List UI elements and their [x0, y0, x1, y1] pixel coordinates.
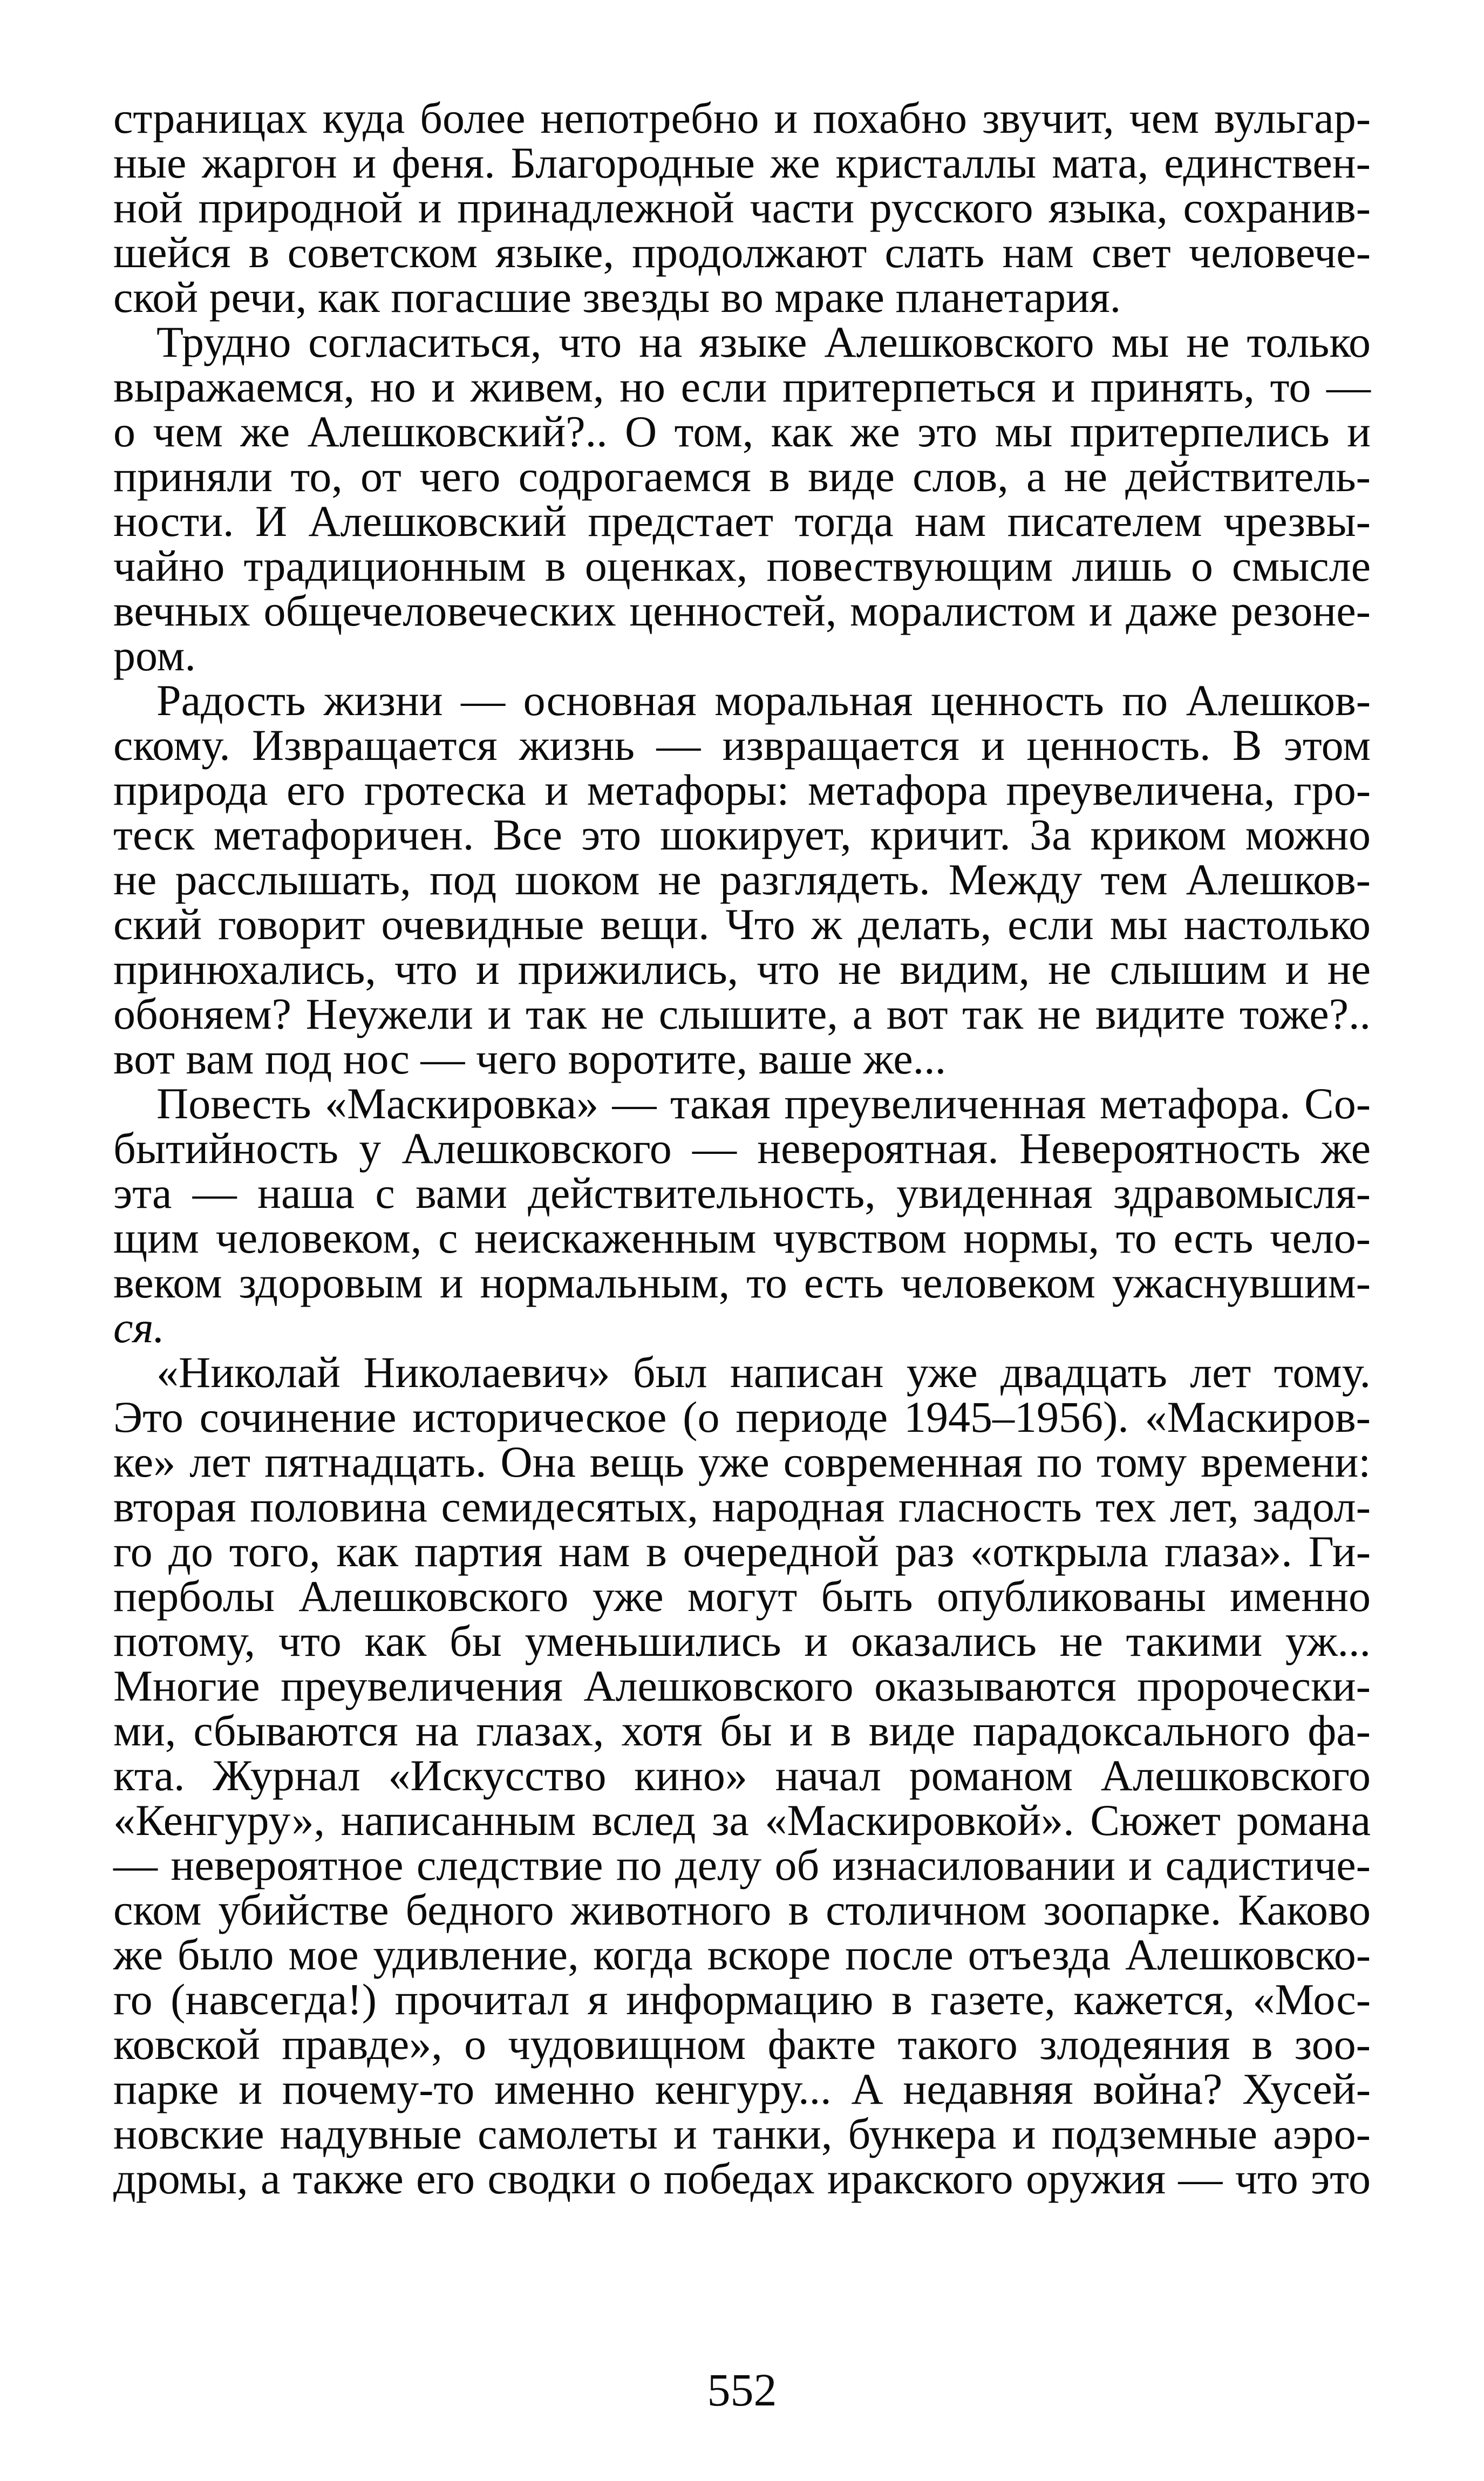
- text-line: дромы, а также его сводки о победах иракского оружия — что это: [113, 2154, 1371, 2203]
- text-line: ности. И Алешковский предстает тогда нам писателем чрезвы-: [113, 497, 1371, 546]
- text-line: ской речи, как погасшие звезды во мраке планетария.: [113, 273, 1121, 322]
- text-line: Радость жизни — основная моральная ценность по Алешков-: [156, 676, 1371, 725]
- text-line: вторая половина семидесятых, народная гласность тех лет, задол-: [113, 1482, 1371, 1531]
- text-line: новские надувные самолеты и танки, бункера и подземные аэро-: [113, 2109, 1371, 2158]
- text-line: потому, что как бы уменьшились и оказались не такими уж...: [113, 1616, 1371, 1666]
- text-line: ковской правде», о чудовищном факте такого злодеяния в зоо-: [113, 2020, 1371, 2069]
- text-line: ми, сбываются на глазах, хотя бы и в виде парадоксального фа-: [113, 1706, 1371, 1755]
- text-line: вечных общечеловеческих ценностей, моралистом и даже резоне-: [113, 586, 1371, 635]
- text-line: ском убийстве бедного животного в столичном зоопарке. Каково: [113, 1885, 1371, 1934]
- text-line: кта. Журнал «Искусство кино» начал романом Алешковского: [113, 1751, 1371, 1800]
- text-line: го (навсегда!) прочитал я информацию в газете, кажется, «Мос-: [113, 1975, 1371, 2024]
- text-line: Это сочинение историческое (о периоде 1945–1956). «Маскиров-: [113, 1392, 1371, 1442]
- page-number: 552: [707, 2364, 777, 2416]
- text-line: ке» лет пятнадцать. Она вещь уже современная по тому времени:: [113, 1437, 1371, 1486]
- text-line: парке и почему-то именно кенгуру... А недавняя война? Хусей-: [113, 2064, 1371, 2113]
- text-line: го до того, как партия нам в очередной раз «открыла глаза». Ги-: [113, 1527, 1371, 1576]
- text-line: скому. Извращается жизнь — извращается и ценность. В этом: [113, 720, 1371, 770]
- text-line: ной природной и принадлежной части русского языка, сохранив-: [113, 183, 1371, 232]
- text-line: Трудно согласиться, что на языке Алешковского мы не только: [156, 317, 1371, 366]
- text-line: перболы Алешковского уже могут быть опубликованы именно: [113, 1572, 1371, 1621]
- text-line: вот вам под нос — чего воротите, ваше же...: [113, 1034, 947, 1083]
- text-line: страницах куда более непотребно и похабно звучит, чем вульгар-: [113, 93, 1371, 142]
- text-line: шейся в советском языке, продолжают слать нам свет человече-: [113, 228, 1371, 277]
- book-page: [113, 94, 1371, 2458]
- text-line: теск метафоричен. Все это шокирует, кричит. За криком можно: [113, 810, 1371, 859]
- text-line: приняли то, от чего содрогаемся в виде слов, а не действитель-: [113, 452, 1371, 501]
- text-line: бытийность у Алешковского — невероятная. Невероятность же: [113, 1124, 1371, 1173]
- text-line: обоняем? Неужели и так не слышите, а вот так не видите тоже?..: [113, 989, 1371, 1038]
- text-line: не расслышать, под шоком не разглядеть. Между тем Алешков-: [113, 855, 1371, 904]
- text-line: чайно традиционным в оценках, повествующим лишь о смысле: [113, 541, 1371, 590]
- text-line: Многие преувеличения Алешковского оказываются пророчески-: [113, 1661, 1371, 1710]
- text-line: веком здоровым и нормальным, то есть человеком ужаснувшим-: [113, 1258, 1371, 1307]
- text-line: «Николай Николаевич» был написан уже двадцать лет тому.: [156, 1348, 1371, 1397]
- text-line: ся.: [113, 1303, 165, 1352]
- text-line: о чем же Алешковский?.. О том, как же это мы притерпелись и: [113, 407, 1371, 456]
- text-line: выражаемся, но и живем, но если притерпеться и принять, то —: [113, 362, 1371, 411]
- text-line: Повесть «Маскировка» — такая преувеличенная метафора. Со-: [156, 1079, 1371, 1128]
- text-line: «Кенгуру», написанным вслед за «Маскировкой». Сюжет романа: [113, 1796, 1371, 1845]
- text-line: природа его гротеска и метафоры: метафора преувеличена, гро-: [113, 765, 1371, 814]
- page-text: [113, 94, 1371, 2248]
- text-line: принюхались, что и прижились, что не видим, не слышим и не: [113, 944, 1371, 994]
- text-line: щим человеком, с неискаженным чувством нормы, то есть чело-: [113, 1213, 1371, 1262]
- text-line: эта — наша с вами действительность, увиденная здравомысля-: [113, 1168, 1371, 1218]
- text-line: ский говорит очевидные вещи. Что ж делать, если мы настолько: [113, 900, 1371, 949]
- text-line: же было мое удивление, когда вскоре после отъезда Алешковско-: [113, 1930, 1371, 1979]
- text-line: — невероятное следствие по делу об изнасиловании и садистиче-: [113, 1840, 1371, 1889]
- text-line: ные жаргон и феня. Благородные же кристаллы мата, единствен-: [113, 138, 1371, 187]
- text-line: ром.: [113, 631, 196, 680]
